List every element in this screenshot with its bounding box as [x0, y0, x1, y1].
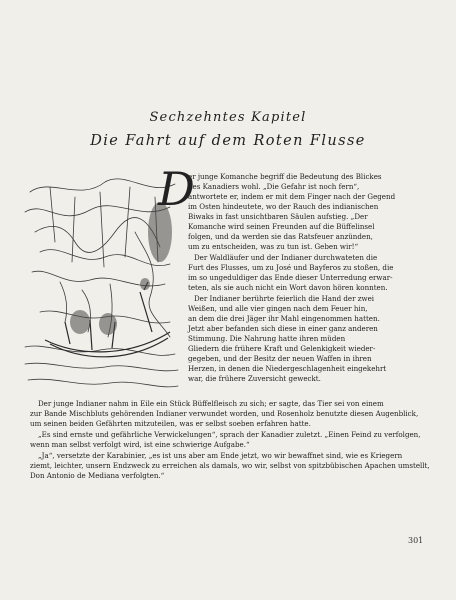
- text-line: folgen, und da werden sie das Ratsfeuer anzünden,: [188, 232, 373, 241]
- text-line: ziemt, leichter, unsern Endzweck zu erreichen als damals, wo wir, selbst von spitzbübischen Apachen umstellt,: [30, 461, 430, 470]
- drop-cap: D: [158, 162, 195, 216]
- text-line: Der junge Indianer nahm in Eile ein Stück Büffelfleisch zu sich; er sagte, das Tier sei von einem: [38, 399, 384, 408]
- text-line: Don Antonio de Mediana verfolgten.“: [30, 471, 165, 480]
- text-line: um seinen beiden Gefährten mitzuteilen, was er selbst soeben erfahren hatte.: [30, 419, 311, 428]
- text-line: gegeben, und der Besitz der neuen Waffen in ihren: [188, 354, 372, 363]
- text-line: im Osten hindeutete, wo der Rauch des indianischen: [188, 202, 379, 211]
- text-line: Biwaks in fast unsichtbaren Säulen aufstieg. „Der: [188, 212, 368, 221]
- river-canoe-illustration: [20, 172, 180, 398]
- text-line: des Kanadiers wohl. „Die Gefahr ist noch fern“,: [188, 182, 360, 191]
- text-line: „Es sind ernste und gefährliche Verwickelungen“, sprach der Kanadier zuletzt. „Einen Feind zu verfolgen,: [38, 430, 421, 439]
- chapter-label: Sechzehntes Kapitel: [149, 110, 307, 125]
- text-line: Der Waldläufer und der Indianer durchwateten die: [194, 253, 378, 262]
- text-line: Furt des Flusses, um zu José und Bayferos zu stoßen, die: [188, 263, 394, 272]
- text-line: wenn man selbst verfolgt wird, ist eine schwierige Aufgabe.“: [30, 440, 250, 449]
- text-line: teten, als sie auch nicht ein Wort davon hören konnten.: [188, 283, 388, 292]
- page-number: 301: [408, 536, 424, 545]
- text-line: Herzen, in denen die Niedergeschlagenheit eingekehrt: [188, 364, 387, 373]
- text-line: er junge Komanche begriff die Bedeutung des Blickes: [188, 172, 382, 181]
- text-line: „Ja“, versetzte der Karabinier, „es ist uns aber am Ende jetzt, wo wir bewaffnet sind, wie es Kriegern: [38, 451, 403, 460]
- text-line: Der Indianer berührte feierlich die Hand der zwei: [194, 294, 375, 303]
- text-line: an dem die drei Jäger ihr Mahl eingenommen hatten.: [188, 314, 380, 323]
- text-line: um zu entscheiden, was zu tun ist. Geben wir!“: [188, 242, 359, 251]
- text-line: Gliedern die frühere Kraft und Gelenkigkeit wieder-: [188, 344, 376, 353]
- chapter-title: Die Fahrt auf dem Roten Flusse: [90, 133, 366, 149]
- text-line: Stimmung. Die Nahrung hatte ihren müden: [188, 334, 346, 343]
- text-line: Jetzt aber befanden sich diese in einer ganz anderen: [188, 324, 378, 333]
- text-line: zur Bande Mischbluts gehörenden Indianer verwundet worden, und Rosenholz benutzte diesen Augenblick,: [30, 409, 419, 418]
- text-line: war, die frühere Zuversicht geweckt.: [188, 374, 321, 383]
- text-line: Komanche wird seinen Freunden auf die Büffelinsel: [188, 222, 375, 231]
- text-line: antwortete er, indem er mit dem Finger nach der Gegend: [188, 192, 396, 201]
- text-line: Weißen, und alle vier gingen nach dem Feuer hin,: [188, 304, 368, 313]
- text-line: im so ungeduldiger das Ende dieser Unterredung erwar-: [188, 273, 393, 282]
